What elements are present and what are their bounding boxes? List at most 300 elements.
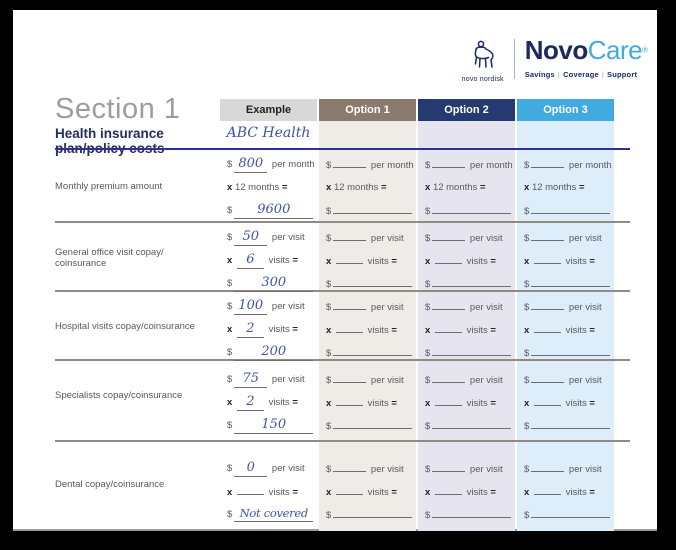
rate-line bbox=[227, 295, 317, 318]
total-blank[interactable] bbox=[333, 414, 412, 429]
rate-blank[interactable] bbox=[531, 153, 564, 168]
multiplier-line bbox=[227, 176, 317, 199]
example-cost-cell bbox=[220, 368, 317, 440]
total-line bbox=[227, 199, 317, 222]
multiplier-line bbox=[425, 249, 515, 272]
worksheet-page bbox=[13, 10, 657, 531]
multiplier-label: visits bbox=[265, 397, 293, 408]
count-blank[interactable] bbox=[435, 249, 462, 264]
total-blank[interactable] bbox=[234, 507, 313, 522]
multiply-sign: x bbox=[227, 255, 235, 266]
example-cost-cell bbox=[220, 226, 317, 290]
novocare-wordmark bbox=[525, 37, 648, 79]
option-cost-cell bbox=[319, 295, 416, 359]
row-label: Monthly premium amount bbox=[55, 181, 163, 193]
unit-label: per visit bbox=[368, 302, 404, 313]
dollar-sign: $ bbox=[227, 374, 233, 385]
option-cost-cell bbox=[517, 295, 614, 359]
unit-label: per visit bbox=[566, 302, 602, 313]
total-blank[interactable] bbox=[234, 419, 313, 434]
count-blank[interactable] bbox=[237, 254, 264, 269]
rate-line bbox=[425, 153, 515, 176]
dollar-sign: $ bbox=[326, 302, 332, 313]
count-blank[interactable] bbox=[435, 480, 462, 495]
rate-line bbox=[425, 457, 515, 480]
rate-blank[interactable] bbox=[333, 153, 366, 168]
total-line bbox=[227, 341, 317, 364]
dollar-sign: $ bbox=[326, 421, 332, 432]
total-blank[interactable] bbox=[333, 272, 412, 287]
equals-sign: = bbox=[391, 256, 397, 267]
multiplier-line bbox=[425, 176, 515, 199]
multiplier-label: visits bbox=[463, 398, 491, 409]
multiplier-label: visits bbox=[562, 398, 590, 409]
dollar-sign: $ bbox=[524, 510, 530, 521]
unit-label: per visit bbox=[467, 302, 503, 313]
row-label: Hospital visits copay/coinsurance bbox=[55, 321, 195, 333]
handwritten-value: 100 bbox=[238, 298, 264, 313]
count-blank[interactable] bbox=[336, 318, 363, 333]
multiplier-line bbox=[326, 391, 416, 414]
multiply-sign: x bbox=[425, 182, 433, 193]
count-blank[interactable] bbox=[336, 249, 363, 264]
multiplier-line bbox=[227, 480, 317, 503]
equals-sign: = bbox=[490, 398, 496, 409]
total-line bbox=[425, 272, 515, 295]
multiplier-label: visits bbox=[364, 325, 392, 336]
multiplier-label: 12 months bbox=[432, 182, 480, 193]
total-blank[interactable] bbox=[531, 341, 610, 356]
multiplier-line bbox=[227, 249, 317, 272]
equals-sign: = bbox=[380, 182, 387, 193]
rate-line bbox=[524, 226, 614, 249]
total-line bbox=[326, 414, 416, 437]
cost-row bbox=[55, 148, 630, 221]
brand-tagline: Savings | Coverage | Support bbox=[524, 70, 638, 79]
unit-label: per visit bbox=[269, 463, 305, 474]
total-blank[interactable] bbox=[531, 199, 610, 214]
multiplier-label: 12 months bbox=[234, 182, 282, 193]
equals-sign: = bbox=[292, 255, 298, 266]
multiplier-line bbox=[227, 391, 317, 414]
multiplier-label: visits bbox=[265, 255, 293, 266]
count-blank[interactable] bbox=[336, 391, 363, 406]
rate-blank[interactable] bbox=[531, 295, 564, 310]
rate-line bbox=[326, 226, 416, 249]
multiplier-line bbox=[524, 391, 614, 414]
multiply-sign: x bbox=[524, 182, 532, 193]
rate-blank[interactable] bbox=[531, 457, 564, 472]
multiply-sign: x bbox=[326, 398, 334, 409]
multiplier-label: visits bbox=[265, 487, 293, 498]
rate-blank[interactable] bbox=[333, 368, 366, 383]
option-cost-cell bbox=[418, 153, 515, 221]
unit-label: per month bbox=[467, 160, 513, 171]
rate-line bbox=[326, 153, 416, 176]
count-blank[interactable] bbox=[534, 391, 561, 406]
rate-blank[interactable] bbox=[432, 368, 465, 383]
rate-blank[interactable] bbox=[333, 226, 366, 241]
handwritten-value: 800 bbox=[238, 156, 264, 171]
example-cost-cell bbox=[220, 457, 317, 529]
dollar-sign: $ bbox=[227, 463, 233, 474]
dollar-sign: $ bbox=[326, 510, 332, 521]
multiply-sign: x bbox=[227, 182, 235, 193]
dollar-sign: $ bbox=[524, 348, 530, 359]
rate-line bbox=[425, 226, 515, 249]
total-blank[interactable] bbox=[531, 503, 610, 518]
dollar-sign: $ bbox=[227, 205, 233, 216]
rate-line bbox=[524, 153, 614, 176]
unit-label: per visit bbox=[269, 232, 305, 243]
equals-sign: = bbox=[292, 324, 298, 335]
multiplier-label: visits bbox=[364, 398, 392, 409]
unit-label: per visit bbox=[269, 374, 305, 385]
option-cost-cell bbox=[517, 226, 614, 290]
dollar-sign: $ bbox=[524, 279, 530, 290]
equals-sign: = bbox=[589, 325, 595, 336]
column-header-example: Example bbox=[220, 99, 317, 121]
dollar-sign: $ bbox=[524, 206, 530, 217]
count-blank[interactable] bbox=[237, 396, 264, 411]
dollar-sign: $ bbox=[326, 375, 332, 386]
equals-sign: = bbox=[578, 182, 585, 193]
column-header-option3: Option 3 bbox=[517, 99, 614, 121]
multiplier-line bbox=[326, 176, 416, 199]
equals-sign: = bbox=[292, 397, 298, 408]
rate-blank[interactable] bbox=[333, 295, 366, 310]
multiplier-line bbox=[425, 391, 515, 414]
total-line bbox=[326, 503, 416, 526]
unit-label: per month bbox=[269, 159, 315, 170]
equals-sign: = bbox=[391, 487, 397, 498]
rate-line bbox=[326, 368, 416, 391]
brand-novo: Novo bbox=[524, 35, 588, 65]
multiplier-label: 12 months bbox=[333, 182, 381, 193]
plan-name-row bbox=[55, 121, 630, 148]
total-line bbox=[326, 341, 416, 364]
equals-sign: = bbox=[490, 487, 496, 498]
dollar-sign: $ bbox=[425, 421, 431, 432]
multiplier-label: visits bbox=[562, 487, 590, 498]
multiplier-line bbox=[227, 318, 317, 341]
rate-line bbox=[326, 457, 416, 480]
total-blank[interactable] bbox=[432, 414, 511, 429]
dollar-sign: $ bbox=[227, 420, 233, 431]
option-cost-cell bbox=[319, 153, 416, 221]
equals-sign: = bbox=[391, 398, 397, 409]
dollar-sign: $ bbox=[326, 279, 332, 290]
equals-sign: = bbox=[490, 256, 496, 267]
multiplier-line bbox=[326, 318, 416, 341]
multiply-sign: x bbox=[524, 398, 532, 409]
multiplier-label: visits bbox=[463, 487, 491, 498]
cost-row bbox=[55, 359, 630, 440]
total-blank[interactable] bbox=[234, 277, 313, 292]
multiply-sign: x bbox=[326, 256, 334, 267]
unit-label: per month bbox=[566, 160, 612, 171]
column-header-row bbox=[55, 99, 630, 121]
rate-line bbox=[425, 295, 515, 318]
dollar-sign: $ bbox=[227, 509, 233, 520]
unit-label: per visit bbox=[368, 464, 404, 475]
rate-blank[interactable] bbox=[333, 457, 366, 472]
multiplier-label: visits bbox=[562, 256, 590, 267]
total-line bbox=[227, 414, 317, 437]
unit-label: per visit bbox=[467, 233, 503, 244]
dollar-sign: $ bbox=[524, 160, 530, 171]
dollar-sign: $ bbox=[425, 279, 431, 290]
dollar-sign: $ bbox=[326, 348, 332, 359]
total-line bbox=[227, 272, 317, 295]
insurance-costs-table bbox=[55, 99, 630, 531]
dollar-sign: $ bbox=[425, 510, 431, 521]
unit-label: per visit bbox=[566, 464, 602, 475]
multiply-sign: x bbox=[227, 487, 235, 498]
multiply-sign: x bbox=[425, 256, 433, 267]
multiply-sign: x bbox=[326, 487, 334, 498]
multiplier-line bbox=[524, 318, 614, 341]
cost-row bbox=[55, 440, 630, 529]
total-blank[interactable] bbox=[333, 199, 412, 214]
rate-blank[interactable] bbox=[432, 153, 465, 168]
equals-sign: = bbox=[391, 325, 397, 336]
rate-blank[interactable] bbox=[432, 457, 465, 472]
multiply-sign: x bbox=[524, 256, 532, 267]
count-blank[interactable] bbox=[336, 480, 363, 495]
rate-blank[interactable] bbox=[234, 462, 267, 477]
section-title: Section 1 bbox=[55, 93, 181, 125]
rate-line bbox=[227, 457, 317, 480]
unit-label: per visit bbox=[467, 375, 503, 386]
rate-line bbox=[227, 153, 317, 176]
count-blank[interactable] bbox=[534, 480, 561, 495]
unit-label: per visit bbox=[368, 375, 404, 386]
total-line bbox=[425, 414, 515, 437]
multiplier-line bbox=[425, 318, 515, 341]
multiply-sign: x bbox=[326, 182, 334, 193]
cost-row bbox=[55, 290, 630, 359]
multiplier-line bbox=[326, 249, 416, 272]
dollar-sign: $ bbox=[425, 375, 431, 386]
total-line bbox=[425, 199, 515, 222]
total-line bbox=[524, 272, 614, 295]
total-line bbox=[524, 341, 614, 364]
row-label: General office visit copay/ coinsurance bbox=[55, 246, 164, 269]
rate-blank[interactable] bbox=[432, 226, 465, 241]
table-rows bbox=[55, 99, 630, 529]
handwritten-value: 9600 bbox=[257, 202, 291, 217]
row-label: Specialists copay/coinsurance bbox=[55, 390, 183, 401]
dollar-sign: $ bbox=[227, 301, 233, 312]
header-spacer bbox=[55, 99, 220, 121]
dollar-sign: $ bbox=[326, 160, 332, 171]
handwritten-value: Not covered bbox=[239, 506, 308, 520]
dollar-sign: $ bbox=[425, 233, 431, 244]
example-cost-cell bbox=[220, 295, 317, 359]
rate-blank[interactable] bbox=[531, 368, 564, 383]
dollar-sign: $ bbox=[524, 421, 530, 432]
rate-blank[interactable] bbox=[234, 158, 267, 173]
dollar-sign: $ bbox=[425, 348, 431, 359]
option-cost-cell bbox=[517, 153, 614, 221]
row-label: Dental copay/coinsurance bbox=[55, 479, 165, 490]
dollar-sign: $ bbox=[227, 278, 233, 289]
equals-sign: = bbox=[490, 325, 496, 336]
column-header-option1: Option 1 bbox=[319, 99, 416, 121]
handwritten-value: 6 bbox=[246, 252, 255, 267]
multiplier-label: visits bbox=[265, 324, 293, 335]
rate-blank[interactable] bbox=[234, 300, 267, 315]
option-cost-cell bbox=[517, 457, 614, 529]
rate-blank[interactable] bbox=[432, 295, 465, 310]
dollar-sign: $ bbox=[227, 347, 233, 358]
multiplier-label: visits bbox=[463, 256, 491, 267]
logo-divider bbox=[514, 39, 515, 79]
multiplier-label: visits bbox=[463, 325, 491, 336]
multiply-sign: x bbox=[425, 487, 433, 498]
dollar-sign: $ bbox=[524, 233, 530, 244]
option-cost-cell bbox=[418, 368, 515, 440]
total-blank[interactable] bbox=[333, 503, 412, 518]
rate-blank[interactable] bbox=[234, 231, 267, 246]
dollar-sign: $ bbox=[425, 160, 431, 171]
handwritten-value: 2 bbox=[246, 321, 255, 336]
multiply-sign: x bbox=[425, 325, 433, 336]
total-blank[interactable] bbox=[234, 346, 313, 361]
rate-line bbox=[227, 368, 317, 391]
registered-mark: ® bbox=[642, 45, 648, 55]
dollar-sign: $ bbox=[326, 206, 332, 217]
count-blank[interactable] bbox=[534, 249, 561, 264]
multiplier-line bbox=[425, 480, 515, 503]
unit-label: per visit bbox=[566, 233, 602, 244]
count-blank[interactable] bbox=[237, 323, 264, 338]
total-blank[interactable] bbox=[432, 272, 511, 287]
dollar-sign: $ bbox=[425, 464, 431, 475]
total-blank[interactable] bbox=[333, 341, 412, 356]
total-line bbox=[227, 503, 317, 526]
rate-line bbox=[524, 368, 614, 391]
unit-label: per month bbox=[368, 160, 414, 171]
multiply-sign: x bbox=[227, 397, 235, 408]
multiply-sign: x bbox=[524, 325, 532, 336]
count-blank[interactable] bbox=[435, 318, 462, 333]
total-blank[interactable] bbox=[432, 341, 511, 356]
option-cost-cell bbox=[517, 368, 614, 440]
total-line bbox=[326, 272, 416, 295]
equals-sign: = bbox=[281, 182, 288, 193]
multiply-sign: x bbox=[425, 398, 433, 409]
unit-label: per visit bbox=[368, 233, 404, 244]
total-blank[interactable] bbox=[234, 204, 313, 219]
novo-nordisk-logo bbox=[462, 37, 504, 83]
count-blank[interactable] bbox=[534, 318, 561, 333]
column-header-option2: Option 2 bbox=[418, 99, 515, 121]
example-cost-cell bbox=[220, 153, 317, 221]
novo-nordisk-wordmark: novo nordisk bbox=[461, 76, 504, 83]
total-blank[interactable] bbox=[531, 272, 610, 287]
dollar-sign: $ bbox=[524, 375, 530, 386]
dollar-sign: $ bbox=[524, 464, 530, 475]
count-blank[interactable] bbox=[435, 391, 462, 406]
multiplier-line bbox=[524, 176, 614, 199]
apis-bull-icon bbox=[470, 40, 496, 75]
total-line bbox=[524, 199, 614, 222]
unit-label: per visit bbox=[467, 464, 503, 475]
total-blank[interactable] bbox=[432, 503, 511, 518]
rate-line bbox=[227, 226, 317, 249]
total-line bbox=[425, 503, 515, 526]
option-cost-cell bbox=[319, 368, 416, 440]
equals-sign: = bbox=[479, 182, 486, 193]
option-cost-cell bbox=[418, 295, 515, 359]
handwritten-value: 50 bbox=[242, 229, 260, 244]
multiplier-label: visits bbox=[562, 325, 590, 336]
unit-label: per visit bbox=[269, 301, 305, 312]
dollar-sign: $ bbox=[227, 232, 233, 243]
option-cost-cell bbox=[418, 457, 515, 529]
handwritten-value: 2 bbox=[246, 394, 255, 409]
equals-sign: = bbox=[589, 398, 595, 409]
equals-sign: = bbox=[589, 487, 595, 498]
rate-blank[interactable] bbox=[531, 226, 564, 241]
handwritten-value: 150 bbox=[261, 417, 287, 432]
multiplier-line bbox=[326, 480, 416, 503]
multiplier-label: visits bbox=[364, 256, 392, 267]
dollar-sign: $ bbox=[326, 233, 332, 244]
dollar-sign: $ bbox=[227, 159, 233, 170]
total-blank[interactable] bbox=[531, 414, 610, 429]
handwritten-value: 75 bbox=[242, 371, 260, 386]
rate-line bbox=[326, 295, 416, 318]
option-cost-cell bbox=[418, 226, 515, 290]
equals-sign: = bbox=[292, 487, 298, 498]
option-cost-cell bbox=[319, 226, 416, 290]
multiply-sign: x bbox=[326, 325, 334, 336]
equals-sign: = bbox=[589, 256, 595, 267]
dollar-sign: $ bbox=[425, 302, 431, 313]
total-line bbox=[425, 341, 515, 364]
handwritten-value: 200 bbox=[261, 344, 287, 359]
rate-line bbox=[524, 457, 614, 480]
handwritten-value: 300 bbox=[261, 275, 287, 290]
total-blank[interactable] bbox=[432, 199, 511, 214]
total-line bbox=[524, 503, 614, 526]
multiplier-line bbox=[524, 249, 614, 272]
multiplier-label: visits bbox=[364, 487, 392, 498]
example-plan-name[interactable]: ABC Health bbox=[226, 125, 311, 141]
multiply-sign: x bbox=[227, 324, 235, 335]
multiplier-label: 12 months bbox=[531, 182, 579, 193]
handwritten-value: 0 bbox=[246, 460, 255, 475]
multiplier-line bbox=[524, 480, 614, 503]
total-line bbox=[524, 414, 614, 437]
multiply-sign: x bbox=[524, 487, 532, 498]
unit-label: per visit bbox=[566, 375, 602, 386]
rate-line bbox=[425, 368, 515, 391]
section-subtitle: Health insurance plan/policy costs bbox=[55, 126, 165, 156]
total-line bbox=[326, 199, 416, 222]
option-cost-cell bbox=[319, 457, 416, 529]
count-blank[interactable] bbox=[237, 480, 264, 495]
dollar-sign: $ bbox=[425, 206, 431, 217]
rate-line bbox=[524, 295, 614, 318]
brand-care: Care bbox=[587, 35, 643, 65]
rate-blank[interactable] bbox=[234, 373, 267, 388]
dollar-sign: $ bbox=[524, 302, 530, 313]
dollar-sign: $ bbox=[326, 464, 332, 475]
